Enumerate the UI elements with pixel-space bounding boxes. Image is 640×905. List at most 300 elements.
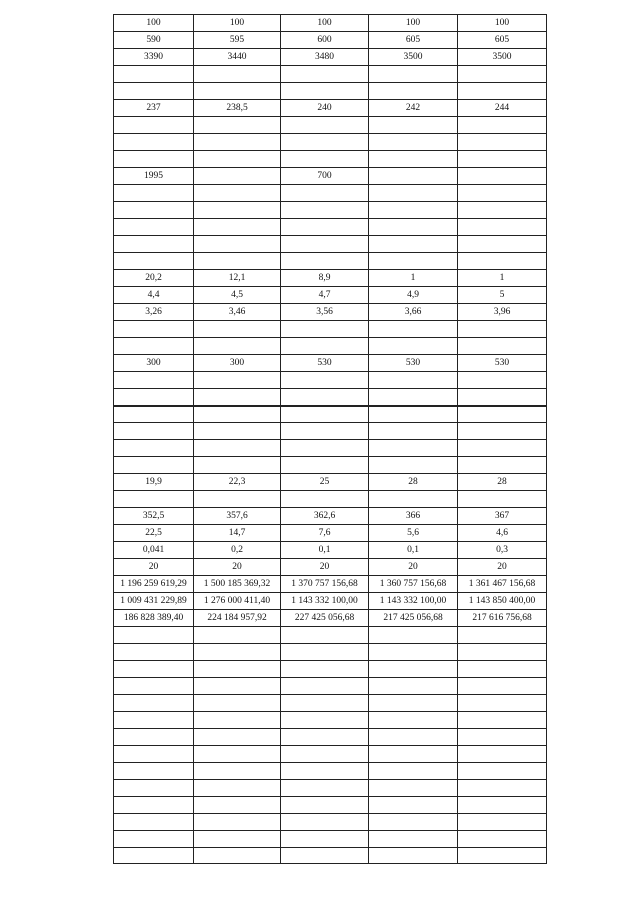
table-row	[114, 678, 547, 695]
table-cell: 1 143 850 400,00	[458, 593, 547, 610]
table-row	[114, 559, 547, 576]
table-cell: 100	[458, 15, 547, 32]
table-row	[114, 304, 547, 321]
table-cell	[194, 219, 281, 236]
table-cell: 3390	[114, 49, 194, 66]
table-cell: 3500	[369, 49, 458, 66]
table-cell	[369, 797, 458, 814]
table-cell	[114, 678, 194, 695]
table-cell	[194, 66, 281, 83]
table-row	[114, 406, 547, 423]
table-cell	[369, 253, 458, 270]
table-cell	[369, 831, 458, 848]
table-cell	[194, 440, 281, 457]
table-row	[114, 661, 547, 678]
table-row	[114, 66, 547, 83]
table-cell	[458, 831, 547, 848]
table-cell: 224 184 957,92	[194, 610, 281, 627]
table-cell	[194, 457, 281, 474]
table-cell: 700	[281, 168, 369, 185]
table-cell	[114, 797, 194, 814]
table-row	[114, 355, 547, 372]
table-cell: 0,041	[114, 542, 194, 559]
table-cell	[194, 780, 281, 797]
table-row	[114, 746, 547, 763]
table-cell	[458, 406, 547, 423]
table-cell: 4,7	[281, 287, 369, 304]
table-row	[114, 287, 547, 304]
table-cell: 20	[114, 559, 194, 576]
table-cell	[458, 491, 547, 508]
table-cell: 3,66	[369, 304, 458, 321]
table-cell	[281, 406, 369, 423]
table-cell	[281, 661, 369, 678]
table-cell	[458, 814, 547, 831]
table-cell	[281, 763, 369, 780]
table-cell: 600	[281, 32, 369, 49]
table-row	[114, 593, 547, 610]
table-cell	[458, 134, 547, 151]
table-row	[114, 253, 547, 270]
table-cell	[458, 151, 547, 168]
table-cell: 300	[114, 355, 194, 372]
table-row	[114, 32, 547, 49]
table-cell	[281, 117, 369, 134]
table-cell: 20	[281, 559, 369, 576]
table-cell	[194, 83, 281, 100]
table-cell: 244	[458, 100, 547, 117]
table-cell	[114, 661, 194, 678]
table-cell: 240	[281, 100, 369, 117]
table-cell	[194, 236, 281, 253]
table-cell: 1 276 000 411,40	[194, 593, 281, 610]
table-cell	[458, 202, 547, 219]
table-cell	[114, 253, 194, 270]
table-cell	[114, 406, 194, 423]
table-cell	[194, 848, 281, 864]
table-cell	[458, 389, 547, 406]
table-cell	[458, 457, 547, 474]
table-cell	[369, 848, 458, 864]
table-cell	[114, 712, 194, 729]
table-row	[114, 168, 547, 185]
table-cell	[369, 236, 458, 253]
table-cell	[114, 117, 194, 134]
table-cell	[194, 202, 281, 219]
table-row	[114, 185, 547, 202]
table-cell	[458, 321, 547, 338]
table-cell: 1	[458, 270, 547, 287]
table-cell: 100	[369, 15, 458, 32]
table-cell	[194, 627, 281, 644]
table-cell: 362,6	[281, 508, 369, 525]
table-cell	[369, 678, 458, 695]
table-cell: 605	[458, 32, 547, 49]
table-cell: 217 425 056,68	[369, 610, 458, 627]
table-cell: 3480	[281, 49, 369, 66]
data-table	[113, 14, 547, 864]
table-cell	[114, 423, 194, 440]
table-cell: 8,9	[281, 270, 369, 287]
table-cell	[114, 763, 194, 780]
table-cell: 237	[114, 100, 194, 117]
table-cell	[458, 423, 547, 440]
table-cell	[114, 729, 194, 746]
table-cell	[281, 66, 369, 83]
table-cell	[194, 168, 281, 185]
table-cell	[194, 797, 281, 814]
table-cell: 100	[114, 15, 194, 32]
table-cell: 100	[281, 15, 369, 32]
table-row	[114, 712, 547, 729]
table-cell	[458, 797, 547, 814]
table-cell: 352,5	[114, 508, 194, 525]
table-cell	[281, 746, 369, 763]
table-cell	[281, 236, 369, 253]
table-cell	[194, 746, 281, 763]
table-cell: 595	[194, 32, 281, 49]
table-cell: 0,2	[194, 542, 281, 559]
table-row	[114, 780, 547, 797]
table-cell: 300	[194, 355, 281, 372]
table-cell	[114, 66, 194, 83]
table-cell: 186 828 389,40	[114, 610, 194, 627]
table-cell	[194, 338, 281, 355]
table-cell	[458, 763, 547, 780]
table-cell	[114, 457, 194, 474]
table-cell	[281, 372, 369, 389]
table-cell: 3500	[458, 49, 547, 66]
table-cell: 1 361 467 156,68	[458, 576, 547, 593]
table-cell: 5,6	[369, 525, 458, 542]
table-cell	[281, 678, 369, 695]
table-cell	[194, 729, 281, 746]
table-cell	[194, 151, 281, 168]
table-row	[114, 831, 547, 848]
table-cell	[369, 321, 458, 338]
table-cell	[369, 66, 458, 83]
table-cell	[281, 831, 369, 848]
table-cell	[281, 151, 369, 168]
table-cell	[114, 338, 194, 355]
table-cell	[114, 695, 194, 712]
table-cell	[369, 712, 458, 729]
table-cell	[281, 848, 369, 864]
table-cell	[194, 644, 281, 661]
table-cell	[194, 695, 281, 712]
table-cell	[114, 746, 194, 763]
table-cell	[281, 780, 369, 797]
table-cell	[194, 712, 281, 729]
table-cell: 25	[281, 474, 369, 491]
table-cell	[369, 729, 458, 746]
table-cell	[458, 219, 547, 236]
table-cell: 1 196 259 619,29	[114, 576, 194, 593]
table-cell	[194, 134, 281, 151]
table-cell	[369, 168, 458, 185]
table-row	[114, 151, 547, 168]
table-row	[114, 389, 547, 406]
table-cell	[458, 372, 547, 389]
table-cell	[458, 661, 547, 678]
table-cell: 1 143 332 100,00	[281, 593, 369, 610]
table-cell	[114, 848, 194, 864]
table-cell: 28	[369, 474, 458, 491]
table-cell: 14,7	[194, 525, 281, 542]
table-cell	[369, 338, 458, 355]
table-cell	[281, 202, 369, 219]
table-cell: 605	[369, 32, 458, 49]
table-cell	[281, 338, 369, 355]
table-cell	[458, 117, 547, 134]
table-cell	[458, 83, 547, 100]
table-row	[114, 270, 547, 287]
table-cell: 1995	[114, 168, 194, 185]
table-cell	[114, 202, 194, 219]
table-cell: 4,9	[369, 287, 458, 304]
table-cell	[194, 406, 281, 423]
table-cell	[369, 117, 458, 134]
table-cell	[114, 134, 194, 151]
table-row	[114, 117, 547, 134]
table-row	[114, 49, 547, 66]
table-cell	[369, 202, 458, 219]
table-cell: 1 500 185 369,32	[194, 576, 281, 593]
table-cell: 20,2	[114, 270, 194, 287]
table-cell	[458, 644, 547, 661]
table-cell: 4,6	[458, 525, 547, 542]
table-row	[114, 644, 547, 661]
table-cell: 12,1	[194, 270, 281, 287]
table-cell: 3440	[194, 49, 281, 66]
table-cell	[114, 151, 194, 168]
table-cell	[369, 746, 458, 763]
table-cell	[194, 491, 281, 508]
table-row	[114, 729, 547, 746]
table-cell	[369, 814, 458, 831]
table-cell	[281, 134, 369, 151]
table-cell	[114, 321, 194, 338]
table-cell: 242	[369, 100, 458, 117]
table-cell	[281, 83, 369, 100]
table-row	[114, 423, 547, 440]
table-cell	[369, 440, 458, 457]
table-row	[114, 219, 547, 236]
table-cell	[194, 185, 281, 202]
table-cell	[458, 729, 547, 746]
table-cell	[281, 253, 369, 270]
table-cell	[281, 185, 369, 202]
table-cell: 1	[369, 270, 458, 287]
table-cell	[458, 168, 547, 185]
table-row	[114, 15, 547, 32]
table-row	[114, 236, 547, 253]
table-cell	[194, 831, 281, 848]
table-cell	[458, 746, 547, 763]
table-row	[114, 202, 547, 219]
table-cell: 217 616 756,68	[458, 610, 547, 627]
table-row	[114, 491, 547, 508]
table-cell	[114, 83, 194, 100]
table-cell	[458, 440, 547, 457]
table-cell	[114, 236, 194, 253]
table-cell: 7,6	[281, 525, 369, 542]
table-cell	[458, 236, 547, 253]
table-cell: 20	[369, 559, 458, 576]
table-cell	[194, 763, 281, 780]
table-cell: 0,1	[281, 542, 369, 559]
table-cell	[369, 627, 458, 644]
table-cell: 4,4	[114, 287, 194, 304]
table-cell	[114, 440, 194, 457]
table-cell	[114, 780, 194, 797]
table-cell	[458, 66, 547, 83]
table-cell	[281, 491, 369, 508]
table-cell: 1 370 757 156,68	[281, 576, 369, 593]
table-cell: 227 425 056,68	[281, 610, 369, 627]
table-cell	[369, 134, 458, 151]
table-cell	[194, 117, 281, 134]
table-cell: 4,5	[194, 287, 281, 304]
table-cell: 367	[458, 508, 547, 525]
table-cell	[114, 491, 194, 508]
table-cell	[194, 389, 281, 406]
table-cell	[458, 338, 547, 355]
table-cell	[458, 627, 547, 644]
table-row	[114, 508, 547, 525]
table-cell	[458, 695, 547, 712]
table-cell: 3,46	[194, 304, 281, 321]
table-row	[114, 321, 547, 338]
table-cell: 357,6	[194, 508, 281, 525]
table-row	[114, 763, 547, 780]
table-cell	[369, 372, 458, 389]
table-cell	[369, 457, 458, 474]
table-row	[114, 797, 547, 814]
table-cell: 100	[194, 15, 281, 32]
table-cell: 0,3	[458, 542, 547, 559]
table-cell: 238,5	[194, 100, 281, 117]
table-row	[114, 338, 547, 355]
table-body	[114, 15, 547, 864]
table-cell: 366	[369, 508, 458, 525]
table-cell	[369, 780, 458, 797]
table-cell	[458, 678, 547, 695]
table-cell	[281, 627, 369, 644]
table-row	[114, 610, 547, 627]
table-cell	[369, 406, 458, 423]
table-cell	[114, 644, 194, 661]
table-cell: 3,96	[458, 304, 547, 321]
table-cell	[194, 678, 281, 695]
table-cell: 22,5	[114, 525, 194, 542]
table-cell: 5	[458, 287, 547, 304]
table-cell	[114, 627, 194, 644]
table-cell: 3,56	[281, 304, 369, 321]
table-cell	[369, 219, 458, 236]
table-cell	[369, 83, 458, 100]
table-cell	[114, 831, 194, 848]
table-cell	[114, 389, 194, 406]
table-cell	[281, 457, 369, 474]
table-cell	[369, 644, 458, 661]
table-row	[114, 627, 547, 644]
table-cell	[194, 661, 281, 678]
table-cell	[369, 423, 458, 440]
table-cell: 530	[281, 355, 369, 372]
table-cell	[281, 389, 369, 406]
table-cell	[458, 848, 547, 864]
table-row	[114, 695, 547, 712]
table-cell	[281, 644, 369, 661]
table-cell	[114, 219, 194, 236]
table-row	[114, 83, 547, 100]
table-cell: 0,1	[369, 542, 458, 559]
table-cell	[281, 712, 369, 729]
table-cell	[281, 814, 369, 831]
table-cell	[369, 763, 458, 780]
table-row	[114, 100, 547, 117]
table-row	[114, 525, 547, 542]
table-cell	[281, 729, 369, 746]
table-cell	[281, 797, 369, 814]
table-cell	[369, 695, 458, 712]
table-cell	[369, 151, 458, 168]
table-cell	[458, 253, 547, 270]
table-cell	[369, 661, 458, 678]
table-cell: 530	[458, 355, 547, 372]
table-row	[114, 576, 547, 593]
table-cell: 1 143 332 100,00	[369, 593, 458, 610]
table-cell	[281, 219, 369, 236]
table-cell: 22,3	[194, 474, 281, 491]
table-cell	[194, 814, 281, 831]
table-cell: 1 009 431 229,89	[114, 593, 194, 610]
table-cell: 28	[458, 474, 547, 491]
table-row	[114, 440, 547, 457]
table-row	[114, 372, 547, 389]
table-cell: 19,9	[114, 474, 194, 491]
table-row	[114, 134, 547, 151]
table-cell	[194, 253, 281, 270]
table-row	[114, 474, 547, 491]
table-cell: 1 360 757 156,68	[369, 576, 458, 593]
table-cell	[458, 185, 547, 202]
table-row	[114, 848, 547, 864]
table-cell	[281, 423, 369, 440]
table-cell	[194, 372, 281, 389]
table-cell	[114, 372, 194, 389]
table-cell: 3,26	[114, 304, 194, 321]
table-row	[114, 457, 547, 474]
table-cell	[369, 389, 458, 406]
table-cell	[194, 423, 281, 440]
table-cell	[458, 712, 547, 729]
table-row	[114, 814, 547, 831]
table-cell	[114, 185, 194, 202]
table-cell: 20	[194, 559, 281, 576]
table-cell: 20	[458, 559, 547, 576]
table-cell	[369, 185, 458, 202]
table-cell	[369, 491, 458, 508]
table-cell	[458, 780, 547, 797]
table-row	[114, 542, 547, 559]
table-cell: 590	[114, 32, 194, 49]
table-cell	[114, 814, 194, 831]
table-cell	[281, 321, 369, 338]
table-cell	[281, 440, 369, 457]
table-cell	[194, 321, 281, 338]
